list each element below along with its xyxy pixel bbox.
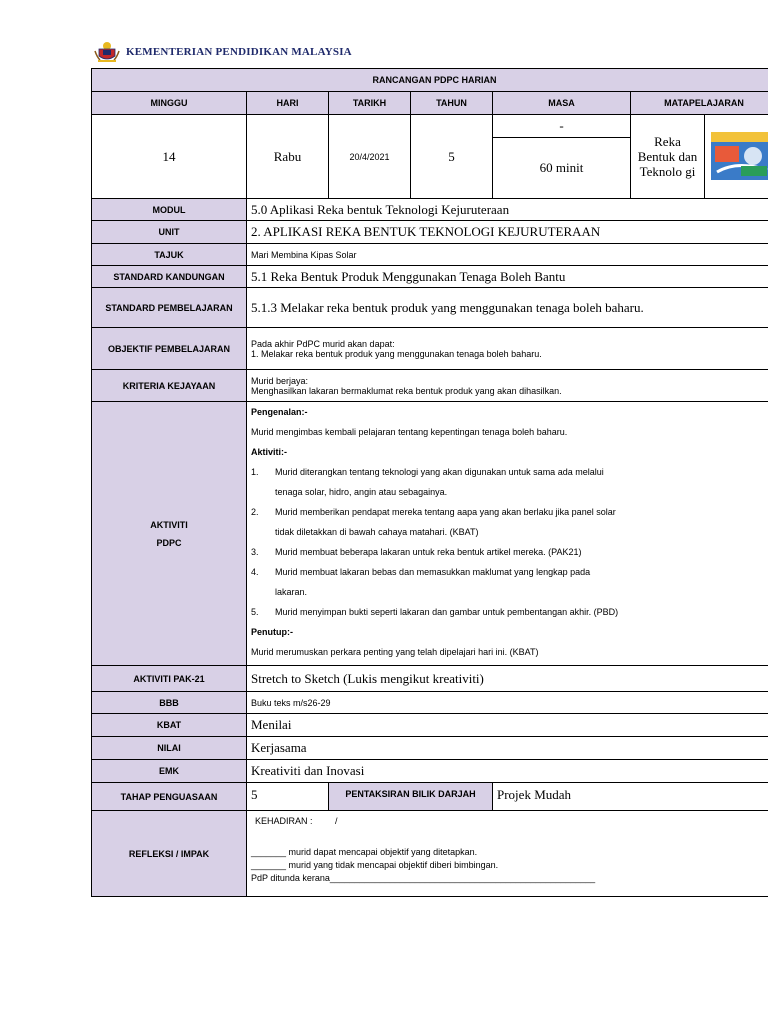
label-unit: UNIT	[92, 221, 247, 244]
label-modul: MODUL	[92, 199, 247, 221]
aktiviti-label-1: AKTIVITI	[150, 519, 188, 530]
label-objektif: OBJEKTIF PEMBELAJARAN	[92, 328, 247, 370]
aktiviti-list	[251, 462, 768, 622]
value-standard-kandungan: 5.1 Reka Bentuk Produk Menggunakan Tenaga Boleh Bantu	[247, 266, 768, 288]
label-aktiviti	[92, 402, 247, 666]
label-bbb: BBB	[92, 692, 247, 714]
value-tahun: 5	[411, 115, 493, 199]
list-item: 4. Murid membuat lakaran bebas dan memasukkan maklumat yang lengkap pada	[251, 567, 591, 577]
label-emk: EMK	[92, 760, 247, 783]
col-masa: MASA	[493, 92, 631, 115]
value-masa: 60 minit	[493, 138, 631, 199]
aktiviti-label-2: PDPC	[156, 537, 182, 548]
value-nilai: Kerjasama	[247, 737, 768, 760]
list-item: 5. Murid menyimpan bukti seperti lakaran dan gambar untuk pembentangan akhir. (PBD)	[251, 607, 619, 617]
objektif-line1: Pada akhir PdPC murid akan dapat:	[251, 338, 395, 349]
malaysia-crest-icon	[94, 41, 120, 63]
refleksi-line1: _______ murid dapat mencapai objektif yang ditetapkan.	[251, 847, 478, 857]
value-kbat: Menilai	[247, 714, 768, 737]
value-tarikh: 20/4/2021	[329, 115, 411, 199]
value-tajuk: Mari Membina Kipas Solar	[247, 244, 768, 266]
refleksi-content	[247, 811, 768, 897]
penutup-title: Penutup:-	[251, 627, 293, 637]
value-pbd: Projek Mudah	[493, 783, 768, 811]
col-matapelajaran: MATAPELAJARAN	[631, 92, 768, 115]
list-item: 3. Murid membuat beberapa lakaran untuk reka bentuk artikel mereka. (PAK21)	[251, 547, 582, 557]
aktiviti-content	[247, 402, 768, 666]
ministry-name: KEMENTERIAN PENDIDIKAN MALAYSIA	[126, 46, 352, 58]
value-emk: Kreativiti dan Inovasi	[247, 760, 768, 783]
lesson-plan-table	[91, 68, 768, 897]
penutup-text: Murid merumuskan perkara penting yang telah dipelajari hari ini. (KBAT)	[251, 647, 539, 657]
value-kriteria	[247, 370, 768, 402]
value-hari: Rabu	[247, 115, 329, 199]
label-standard-pembelajaran: STANDARD PEMBELAJARAN	[92, 288, 247, 328]
refleksi-line3: PdP ditunda kerana_____________________________________________________	[251, 873, 596, 883]
list-item: tidak diletakkan di bawah cahaya matahari. (KBAT)	[275, 527, 479, 537]
label-standard-kandungan: STANDARD KANDUNGAN	[92, 266, 247, 288]
value-modul: 5.0 Aplikasi Reka bentuk Teknologi Kejuruteraan	[247, 199, 768, 221]
col-minggu: MINGGU	[92, 92, 247, 115]
kriteria-line2: Menghasilkan lakaran bermaklumat reka bentuk produk yang akan dihasilkan.	[251, 385, 562, 396]
value-minggu: 14	[92, 115, 247, 199]
col-tahun: TAHUN	[411, 92, 493, 115]
col-hari: HARI	[247, 92, 329, 115]
value-objektif	[247, 328, 768, 370]
value-masa-top: -	[493, 115, 631, 138]
list-item: tenaga solar, hidro, angin atau sebagainya.	[275, 487, 448, 497]
label-kbat: KBAT	[92, 714, 247, 737]
value-bbb: Buku teks m/s26-29	[247, 692, 768, 714]
refleksi-line2: _______ murid yang tidak mencapai objektif diberi bimbingan.	[251, 860, 499, 870]
value-pak21: Stretch to Sketch (Lukis mengikut kreativiti)	[247, 666, 768, 692]
kriteria-line1: Murid berjaya:	[251, 375, 309, 386]
pengenalan-text: Murid mengimbas kembali pelajaran tentang kepentingan tenaga boleh baharu.	[251, 427, 568, 437]
label-nilai: NILAI	[92, 737, 247, 760]
kehadiran-line: KEHADIRAN : /	[255, 816, 338, 826]
ministry-header	[94, 40, 352, 64]
plan-title: RANCANGAN PDPC HARIAN	[92, 69, 768, 92]
label-pbd: PENTAKSIRAN BILIK DARJAH	[329, 783, 493, 811]
value-unit: 2. APLIKASI REKA BENTUK TEKNOLOGI KEJURUTERAAN	[247, 221, 768, 244]
label-tahap: TAHAP PENGUASAAN	[92, 783, 247, 811]
list-item: lakaran.	[275, 587, 308, 597]
pengenalan-title: Pengenalan:-	[251, 407, 308, 417]
value-tahap: 5	[247, 783, 329, 811]
label-kriteria: KRITERIA KEJAYAAN	[92, 370, 247, 402]
textbook-cover	[705, 115, 768, 199]
objektif-line2: 1. Melakar reka bentuk produk yang menggunakan tenaga boleh baharu.	[251, 348, 542, 359]
label-refleksi: REFLEKSI / IMPAK	[92, 811, 247, 897]
textbook-cover-image	[711, 132, 768, 180]
col-tarikh: TARIKH	[329, 92, 411, 115]
value-matapelajaran: Reka Bentuk dan Teknolo gi	[631, 115, 705, 199]
aktiviti-title: Aktiviti:-	[251, 447, 287, 457]
list-item: 2. Murid memberikan pendapat mereka tentang aapa yang akan berlaku jika panel solar	[251, 507, 616, 517]
value-standard-pembelajaran: 5.1.3 Melakar reka bentuk produk yang menggunakan tenaga boleh baharu.	[247, 288, 768, 328]
label-pak21: AKTIVITI PAK-21	[92, 666, 247, 692]
list-item: 1. Murid diterangkan tentang teknologi yang akan digunakan untuk sama ada melalui	[251, 467, 604, 477]
label-tajuk: TAJUK	[92, 244, 247, 266]
